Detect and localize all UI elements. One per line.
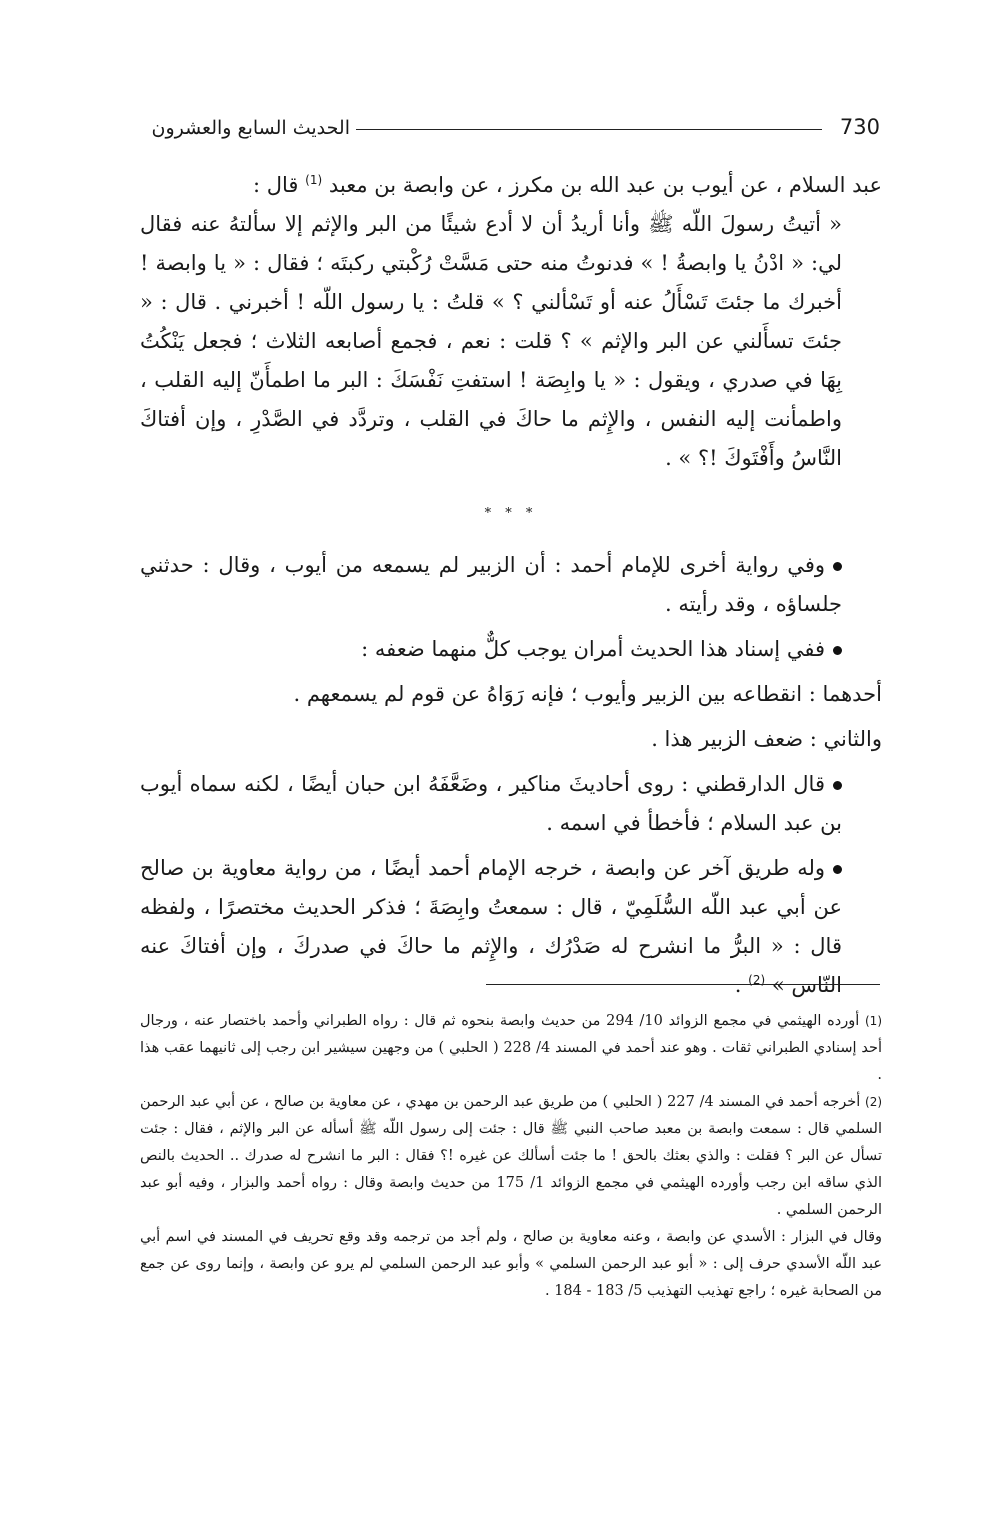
- paragraph-isnad: عبد السلام ، عن أيوب بن عبد الله بن مكرز ، عن وابصة بن معبد $^{(1)}$ قال :: [252, 173, 882, 197]
- footnote-ref-1[interactable]: (1): [305, 173, 323, 187]
- paragraph-daraqutni: قال الدارقطني : روى أحاديثَ مناكير ، وضَعَّفَهُ ابن حبان أيضًا ، لكنه سماه أيوب بن عبد السلام ؛ فأخطأ في اسمه .: [140, 772, 842, 835]
- footnote-number: (1): [864, 1014, 882, 1028]
- paragraph-first-reason: أحدهما : انقطاعه بين الزبير وأيوب ؛ فإنه رَوَاهُ عن قوم لم يسمعهم .: [293, 682, 882, 706]
- bullet-icon: [833, 562, 842, 571]
- bullet-icon: [833, 646, 842, 655]
- bullet-icon: [833, 781, 842, 790]
- page-number: 730: [839, 115, 880, 139]
- footnote-separator: [486, 984, 880, 985]
- paragraph-hadith-text: « أتيتُ رسولَ اللّه ﷺ وأنا أريدُ أن لا أدع شيئًا من البر والإثم إلا سألتهُ عنه فقال لي: « ادْنُ يا وابصةُ ! » فدنوتُ منه حتى مَسَّتْ رُكْبتي ركبتَه ؛ فقال : « يا وابصة ! أخبرك ما جئتَ تَسْأَلُ عنه أو تَسْألني ؟ » قلتُ : يا رسول اللّه ! أخبرني . قال : « جئتَ تسأَلني عن البر والإثم » ؟ قلت : نعم ، فجمع أصابعه الثلاث ؛ فجعل يَنْكُتُ بِهَا في صدري ، ويقول : « يا وابِصَة ! استفتِ نَفْسَكَ : البر ما اطمأَنّ إليه القلب ، واطمأنت إليه النفس ، والإِثم ما حاكَ في القلب ، وتردَّد في الصَّدْرِ ، وإن أفتاكَ النَّاسُ وأَفْتَوكَ !؟ » .: [140, 212, 842, 470]
- paragraph-other-narration: وفي رواية أخرى للإمام أحمد : أن الزبير لم يسمعه من أيوب ، وقال : حدثني جلساؤه ، وقد رأيته .: [140, 553, 842, 616]
- footnote-2-continued: وقال في البزار : الأسدي عن وابصة ، وعنه معاوية بن صالح ، ولم أجد من ترجمه وقد وقع تحريف في المسند في اسم أبي عبد اللّه الأسدي حرف إلى : « أبو عبد الرحمن السلمي » وأبو عبد الرحمن السلمي لم يرو عن وابصة ، وإنما روى عن جمع من الصحابة غيره ؛ راجع تهذيب التهذيب 5/ 183 - 184 .: [140, 1229, 882, 1299]
- running-header: [140, 112, 880, 146]
- paragraph-weakness-intro: ففي إسناد هذا الحديث أمران يوجب كلٌّ منهما ضعفه :: [140, 630, 882, 669]
- footnote-1: (1) أورده الهيثمي في مجمع الزوائد 10/ 294 من حديث وابصة بنحوه ثم قال : رواه الطبراني وأحمد باختصار عنه ، ورجال أحد إسنادي الطبراني ثقات . وهو عند أحمد في المسند 4/ 228 ( الحلبي ) من وجهين سيشير ابن رجب إلى ثانيهما عقب هذا .: [140, 1013, 883, 1083]
- paragraph-other-route: وله طريق آخر عن وابصة ، خرجه الإمام أحمد أيضًا ، من رواية معاوية بن صالح عن أبي عبد اللّه السُّلَمِيّ ، قال : سمعتُ وابِصَةَ ؛ فذكر الحديث مختصرًا ، ولفظه قال : « البرُّ ما انشرح له صَدْرُك ، والإِثم ما حاكَ في صدركَ ، وإن أفتاكَ عنه النّاس » $^{(2)}$ .: [140, 856, 842, 997]
- running-title: الحديث السابع والعشرون: [151, 117, 350, 139]
- footnote-ref-2[interactable]: (2): [748, 973, 766, 987]
- main-text: [140, 166, 882, 1005]
- footnotes: [140, 1008, 882, 1305]
- footnote-number: (2): [865, 1095, 883, 1109]
- footnote-2: (2) أخرجه أحمد في المسند 4/ 227 ( الحلبي ) من طريق عبد الرحمن بن مهدي ، عن معاوية بن صالح ، عن أبي عبد الرحمن السلمي قال : سمعت وابصة بن معبد صاحب النبي ﷺ قال : جئت إلى رسول اللّه ﷺ أسأله عن البر والإثم ، فقال : جئت تسأل عن البر ؟ فقلت : والذي بعثك بالحق ! ما جئت أسألك عن غيره !؟ فقال : البر ما انشرح له صدرك .. الحديث بالنص الذي ساقه ابن رجب وأورده الهيثمي في مجمع الزوائد 1/ 175 من حديث وابصة وقال : رواه أحمد والبزار ، وفيه أبو عبد الرحمن السلمي .: [140, 1094, 883, 1218]
- section-separator: * * *: [484, 506, 538, 521]
- header-rule: [356, 129, 822, 130]
- bullet-icon: [833, 865, 842, 874]
- paragraph-second-reason: والثاني : ضعف الزبير هذا .: [651, 727, 882, 751]
